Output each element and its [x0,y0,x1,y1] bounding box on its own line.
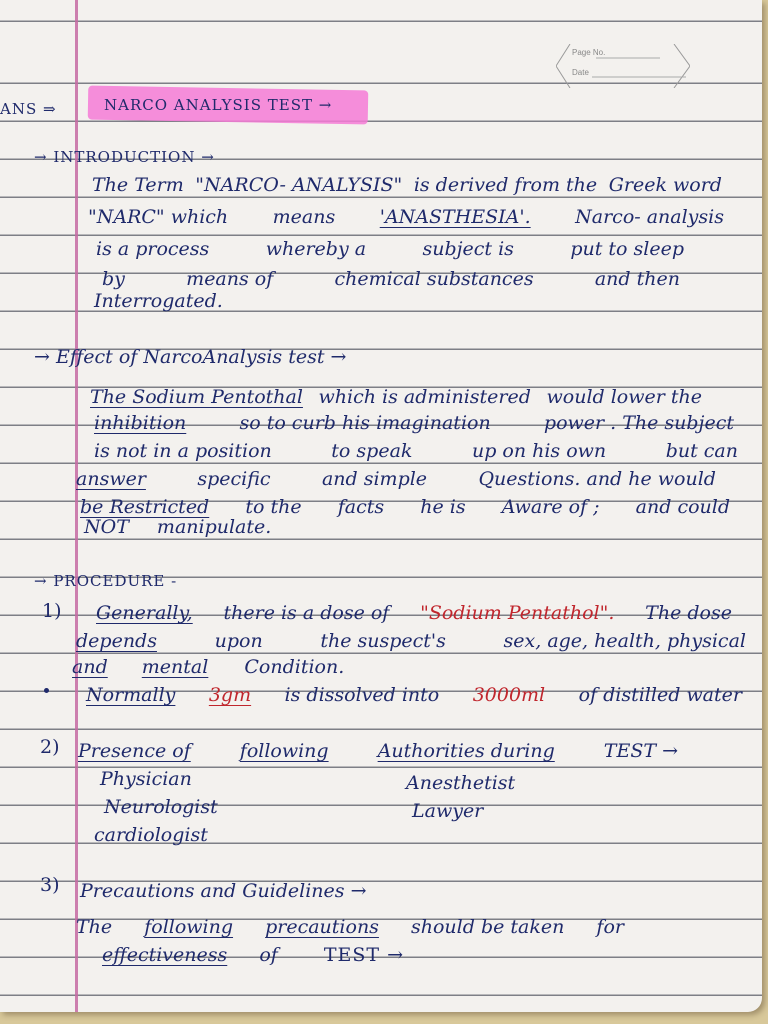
text-fragment: would lower the [546,386,702,408]
text-fragment: means of [186,268,274,290]
text-fragment: "NARCO- ANALYSIS" [195,174,403,196]
text-fragment: and [72,656,108,678]
text-fragment: mental [141,656,209,678]
precautions-line-2 [102,944,404,966]
text-fragment: effectiveness [102,944,228,966]
text-fragment: "NARC" which [88,206,229,228]
text-fragment: inhibition [94,412,187,434]
effect-line-2 [94,412,734,434]
effect-line-4 [76,468,716,490]
text-fragment: is a process [96,238,210,260]
intro-line-4 [102,268,680,290]
text-fragment: there is a dose of [223,602,390,624]
text-fragment: but can [665,440,738,462]
effect-line-5 [80,496,730,518]
text-fragment: Questions. and he would [478,468,716,490]
text-fragment: The Term [92,174,184,196]
text-fragment: NOT [84,516,129,538]
text-fragment: up on his own [471,440,607,462]
text-fragment: answer [76,468,146,490]
text-fragment: and simple [321,468,428,490]
volume-value: 3000ml [472,684,546,706]
text-fragment: which is administered [318,386,531,408]
text-fragment: Narco- analysis [575,206,724,228]
text-fragment: sex, age, health, physical [503,630,746,652]
text-fragment: whereby a [265,238,367,260]
text-fragment: is derived from the [413,174,598,196]
text-fragment: following [144,916,234,938]
text-fragment: be Restricted [80,496,210,518]
text-fragment: by [102,268,125,290]
text-fragment: and could [635,496,730,518]
intro-heading: → INTRODUCTION → [34,148,215,166]
text-fragment: depends [76,630,157,652]
text-fragment: and then [594,268,680,290]
text-fragment: for [596,916,624,938]
text-fragment: manipulate. [156,516,272,538]
precautions-line-1 [76,916,624,938]
text-fragment: to the [245,496,302,518]
bullet-icon [44,688,49,693]
procedure-bullet-line [86,684,742,706]
intro-line-2 [88,206,724,228]
text-fragment: TEST → [603,740,678,762]
text-fragment: Generally, [96,602,193,624]
procedure-heading: → PROCEDURE - [34,572,178,590]
authority-lawyer: Lawyer [412,800,484,822]
authority-neurologist: Neurologist [104,796,218,818]
page-title: NARCO ANALYSIS TEST → [104,96,333,114]
item-3-number: 3) [40,874,60,896]
text-fragment: Presence of [78,740,191,762]
text-fragment: following [239,740,329,762]
dose-value: 3gm [208,684,252,706]
text-fragment: of distilled water [578,684,742,706]
effect-line-3 [94,440,738,462]
date-label: Date [572,68,589,77]
text-fragment: to speak [331,440,413,462]
text-fragment: The [76,916,113,938]
text-fragment: upon [214,630,263,652]
text-fragment: the suspect's [320,630,446,652]
effect-heading: → Effect of NarcoAnalysis test → [34,346,347,368]
item-1-number: 1) [42,600,62,622]
text-fragment: 'ANASTHESIA'. [379,206,531,228]
intro-line-5 [94,290,223,312]
text-fragment: TEST → [323,944,405,966]
text-fragment: The Sodium Pentothal [90,386,303,408]
effect-line-6 [84,516,271,538]
intro-line-3 [96,238,684,260]
page-number-date-box [556,44,690,88]
text-fragment: chemical substances [334,268,534,290]
item-2-number: 2) [40,736,60,758]
authority-anesthetist: Anesthetist [406,772,516,794]
procedure-line-2 [76,630,746,652]
text-fragment: precautions [265,916,379,938]
precautions-heading: Precautions and Guidelines → [80,880,367,902]
procedure-line-1 [96,602,732,624]
authority-physician: Physician [100,768,192,790]
authorities-heading [78,740,678,762]
text-fragment: so to curb his imagination [239,412,491,434]
text-fragment: is dissolved into [284,684,440,706]
page-no-label: Page No. [572,48,606,57]
text-fragment: put to sleep [570,238,684,260]
sodium-pentathol-text: "Sodium Pentathol". [420,602,615,624]
answer-marker: ANS ⇒ [0,100,57,118]
text-fragment: facts [337,496,385,518]
text-fragment: Greek word [608,174,722,196]
text-fragment: he is [420,496,466,518]
text-fragment: Interrogated. [94,290,223,312]
text-fragment: subject is [422,238,514,260]
text-fragment: Authorities during [377,740,555,762]
text-fragment: specific [197,468,271,490]
authority-cardiologist: cardiologist [94,824,208,846]
text-fragment: is not in a position [94,440,272,462]
text-fragment: Normally [86,684,176,706]
text-fragment: means [272,206,336,228]
text-fragment: Condition. [244,656,345,678]
text-fragment: should be taken [411,916,565,938]
text-fragment: of [259,944,278,966]
effect-line-1 [90,386,702,408]
text-fragment: Aware of ; [501,496,600,518]
procedure-line-3 [72,656,344,678]
text-fragment: power . The subject [543,412,734,434]
text-fragment: The dose [645,602,732,624]
intro-line-1 [92,174,722,196]
